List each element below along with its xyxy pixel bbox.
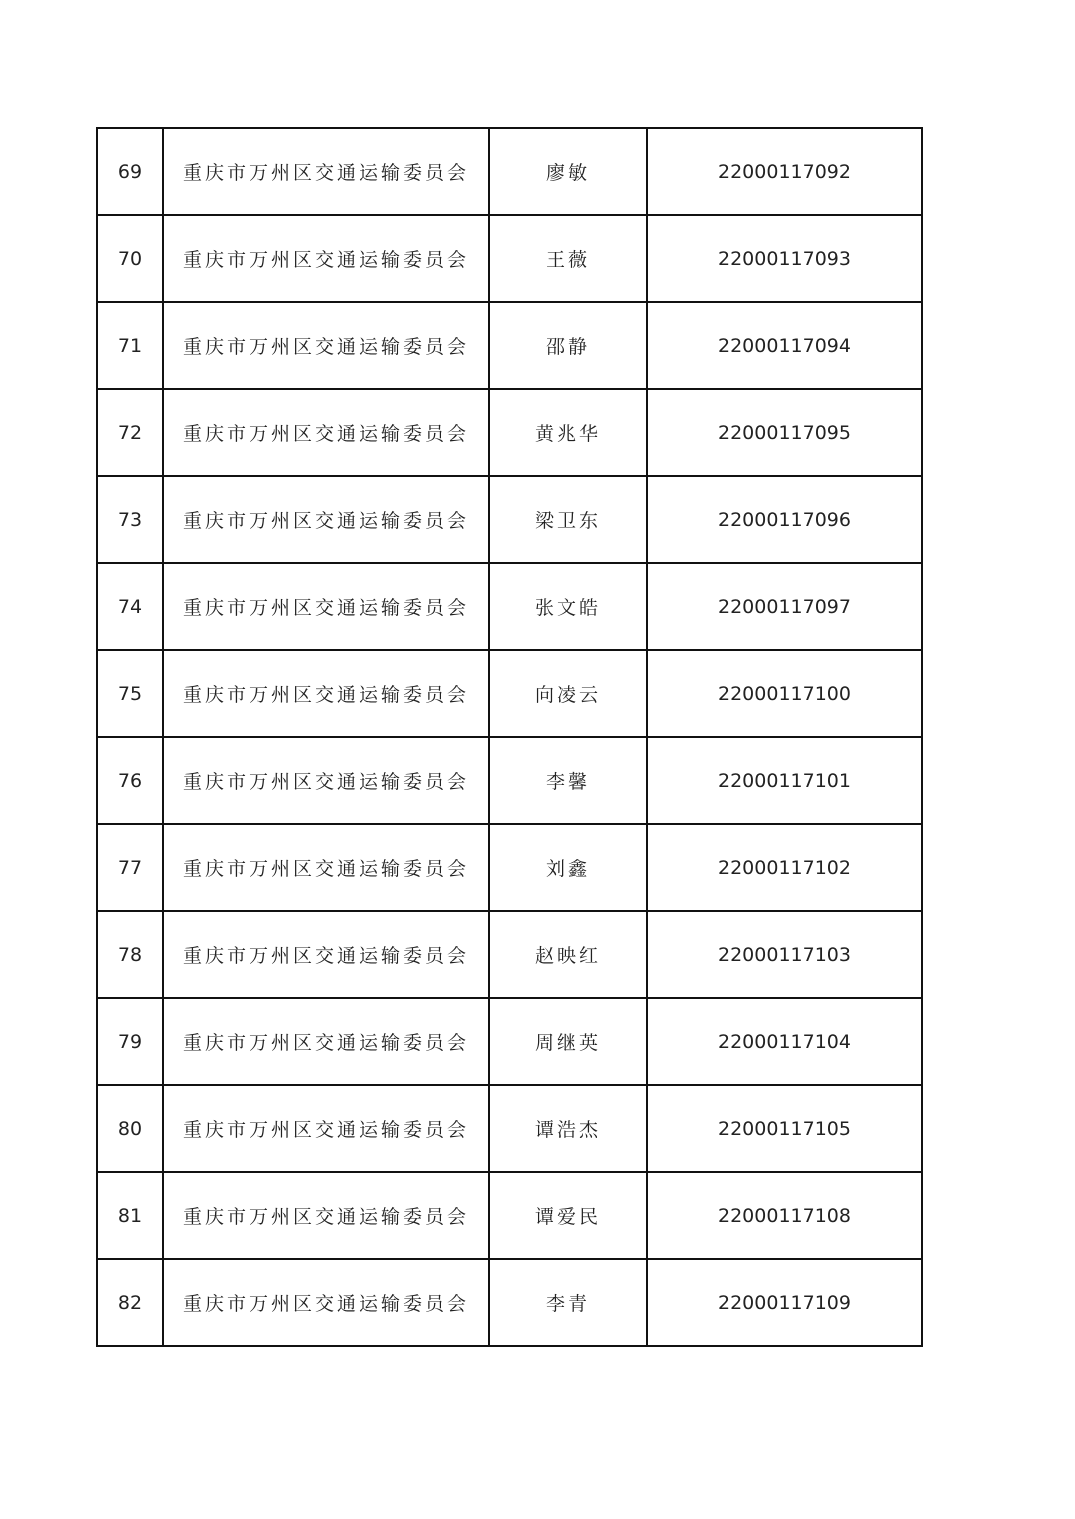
table-row [97, 215, 922, 302]
person-name-cell: 邵静 [489, 302, 647, 389]
table-row [97, 476, 922, 563]
person-name-cell: 李青 [489, 1259, 647, 1346]
id-number-cell: 22000117109 [647, 1259, 922, 1346]
table-row [97, 998, 922, 1085]
id-number-cell: 22000117103 [647, 911, 922, 998]
person-name-cell: 谭浩杰 [489, 1085, 647, 1172]
table-row [97, 824, 922, 911]
person-name-cell: 刘鑫 [489, 824, 647, 911]
table-row [97, 302, 922, 389]
table-row [97, 737, 922, 824]
person-name-cell: 王薇 [489, 215, 647, 302]
organization-cell: 重庆市万州区交通运输委员会 [163, 563, 489, 650]
table-row [97, 1085, 922, 1172]
id-number-cell: 22000117102 [647, 824, 922, 911]
table-row [97, 1259, 922, 1346]
id-number-cell: 22000117104 [647, 998, 922, 1085]
id-number-cell: 22000117108 [647, 1172, 922, 1259]
person-name-cell: 周继英 [489, 998, 647, 1085]
roster-table [96, 127, 923, 1347]
person-name-cell: 廖敏 [489, 128, 647, 215]
document-page [96, 127, 923, 1347]
organization-cell: 重庆市万州区交通运输委员会 [163, 389, 489, 476]
person-name-cell: 李馨 [489, 737, 647, 824]
row-number-cell: 71 [97, 302, 163, 389]
row-number-cell: 82 [97, 1259, 163, 1346]
organization-cell: 重庆市万州区交通运输委员会 [163, 476, 489, 563]
organization-cell: 重庆市万州区交通运输委员会 [163, 911, 489, 998]
row-number-cell: 77 [97, 824, 163, 911]
row-number-cell: 70 [97, 215, 163, 302]
table-row [97, 389, 922, 476]
id-number-cell: 22000117100 [647, 650, 922, 737]
id-number-cell: 22000117094 [647, 302, 922, 389]
organization-cell: 重庆市万州区交通运输委员会 [163, 1085, 489, 1172]
row-number-cell: 79 [97, 998, 163, 1085]
table-row [97, 911, 922, 998]
row-number-cell: 72 [97, 389, 163, 476]
table-row [97, 128, 922, 215]
row-number-cell: 69 [97, 128, 163, 215]
organization-cell: 重庆市万州区交通运输委员会 [163, 128, 489, 215]
organization-cell: 重庆市万州区交通运输委员会 [163, 650, 489, 737]
id-number-cell: 22000117105 [647, 1085, 922, 1172]
person-name-cell: 黄兆华 [489, 389, 647, 476]
id-number-cell: 22000117095 [647, 389, 922, 476]
table-row [97, 650, 922, 737]
organization-cell: 重庆市万州区交通运输委员会 [163, 737, 489, 824]
id-number-cell: 22000117092 [647, 128, 922, 215]
table-row [97, 1172, 922, 1259]
organization-cell: 重庆市万州区交通运输委员会 [163, 1259, 489, 1346]
table-row [97, 563, 922, 650]
row-number-cell: 80 [97, 1085, 163, 1172]
id-number-cell: 22000117093 [647, 215, 922, 302]
id-number-cell: 22000117101 [647, 737, 922, 824]
organization-cell: 重庆市万州区交通运输委员会 [163, 824, 489, 911]
id-number-cell: 22000117097 [647, 563, 922, 650]
person-name-cell: 向凌云 [489, 650, 647, 737]
organization-cell: 重庆市万州区交通运输委员会 [163, 215, 489, 302]
row-number-cell: 81 [97, 1172, 163, 1259]
row-number-cell: 75 [97, 650, 163, 737]
id-number-cell: 22000117096 [647, 476, 922, 563]
roster-table-body [97, 128, 922, 1346]
organization-cell: 重庆市万州区交通运输委员会 [163, 998, 489, 1085]
person-name-cell: 张文皓 [489, 563, 647, 650]
organization-cell: 重庆市万州区交通运输委员会 [163, 1172, 489, 1259]
row-number-cell: 78 [97, 911, 163, 998]
row-number-cell: 74 [97, 563, 163, 650]
person-name-cell: 谭爱民 [489, 1172, 647, 1259]
person-name-cell: 赵映红 [489, 911, 647, 998]
person-name-cell: 梁卫东 [489, 476, 647, 563]
organization-cell: 重庆市万州区交通运输委员会 [163, 302, 489, 389]
row-number-cell: 76 [97, 737, 163, 824]
row-number-cell: 73 [97, 476, 163, 563]
